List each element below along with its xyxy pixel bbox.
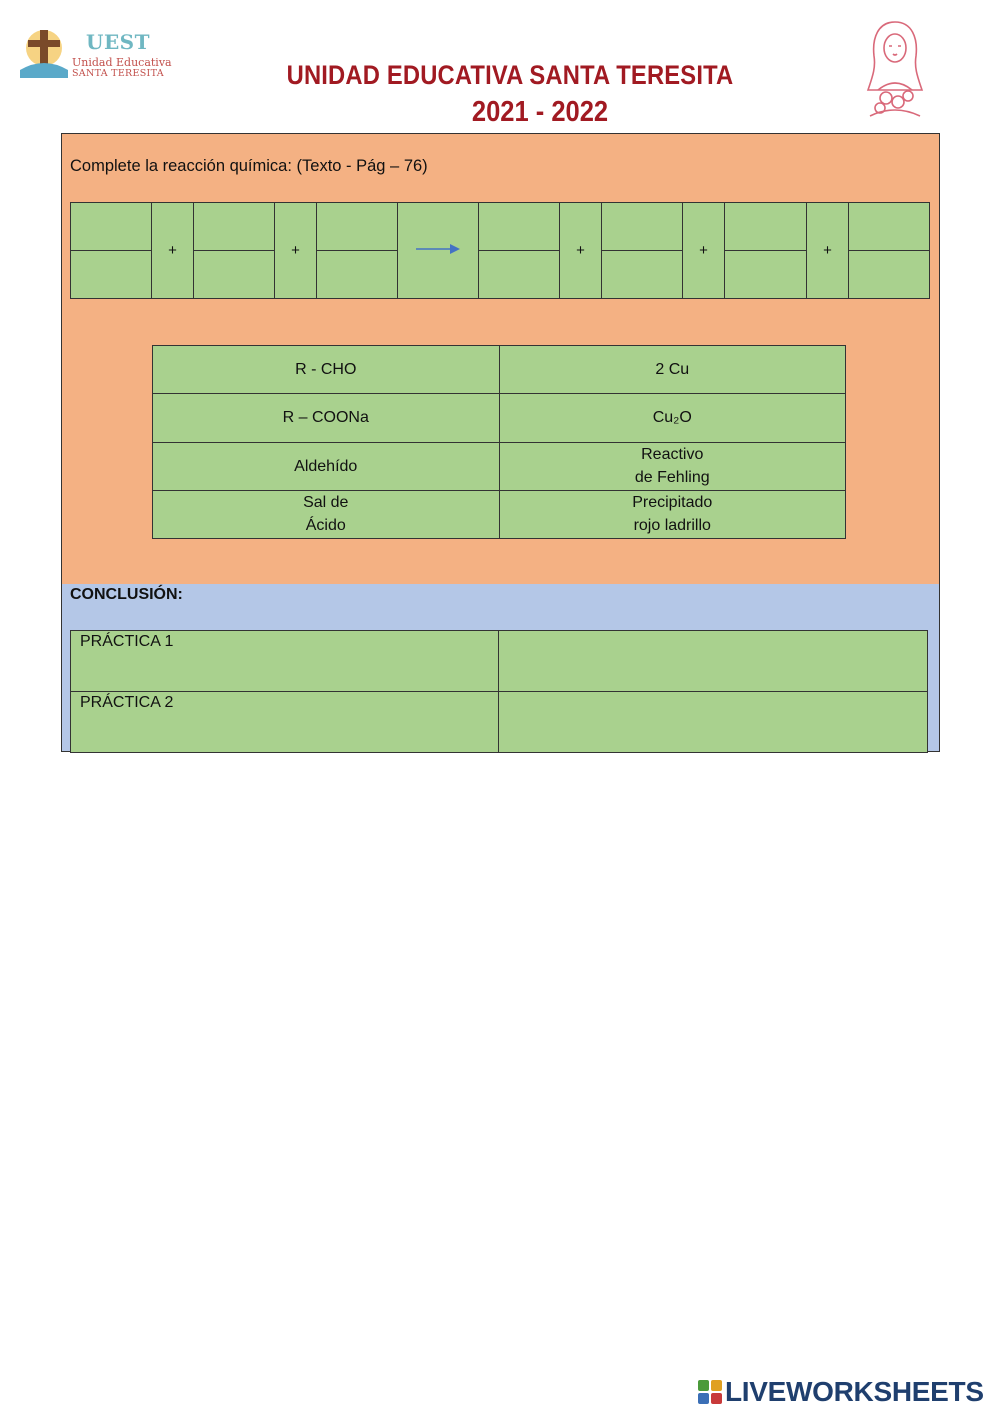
school-year: 2021 - 2022	[471, 96, 609, 128]
reactant-2-slot[interactable]	[194, 203, 275, 251]
practice-2-answer[interactable]	[499, 692, 928, 753]
option-item[interactable]: Cu₂O	[499, 394, 846, 442]
saint-portrait-icon	[858, 16, 932, 118]
logo-subtitle: Unidad Educativa	[72, 56, 172, 69]
table-row	[71, 631, 928, 692]
options-table	[152, 345, 846, 539]
reaction-arrow-cell	[398, 203, 479, 299]
practice-table	[70, 630, 928, 753]
product-1-slot-lower[interactable]	[479, 251, 560, 299]
practice-2-label: PRÁCTICA 2	[71, 692, 499, 753]
practice-1-label: PRÁCTICA 1	[71, 631, 499, 692]
logo-text: UEST	[86, 30, 151, 54]
plus-sign: +	[683, 203, 725, 299]
plus-sign: +	[152, 203, 194, 299]
liveworksheets-brand: LIVEWORKSHEETS	[725, 1376, 984, 1407]
reactant-1-slot-lower[interactable]	[71, 251, 152, 299]
school-title: UNIDAD EDUCATIVA SANTA TERESITA	[286, 60, 734, 90]
cross-logo-icon	[18, 26, 70, 82]
plus-sign: +	[275, 203, 317, 299]
reactant-3-slot[interactable]	[317, 203, 398, 251]
table-row	[71, 692, 928, 753]
product-2-slot-lower[interactable]	[602, 251, 683, 299]
product-4-slot-lower[interactable]	[849, 251, 930, 299]
product-3-slot-lower[interactable]	[725, 251, 807, 299]
plus-sign: +	[807, 203, 849, 299]
reactant-1-slot[interactable]	[71, 203, 152, 251]
conclusion-title: CONCLUSIÓN:	[70, 586, 183, 603]
reactant-3-slot-lower[interactable]	[317, 251, 398, 299]
plus-sign: +	[560, 203, 602, 299]
product-3-slot[interactable]	[725, 203, 807, 251]
option-item[interactable]: Reactivo de Fehling	[499, 442, 846, 490]
product-4-slot[interactable]	[849, 203, 930, 251]
option-item[interactable]: Precipitado rojo ladrillo	[499, 490, 846, 538]
option-item[interactable]: Sal de Ácido	[153, 490, 500, 538]
option-item[interactable]: R – COONa	[153, 394, 500, 442]
option-item[interactable]: Aldehído	[153, 442, 500, 490]
reactant-2-slot-lower[interactable]	[194, 251, 275, 299]
product-2-slot[interactable]	[602, 203, 683, 251]
liveworksheets-icon	[698, 1380, 722, 1404]
option-item[interactable]: 2 Cu	[499, 346, 846, 394]
practice-1-answer[interactable]	[499, 631, 928, 692]
option-item[interactable]: R - CHO	[153, 346, 500, 394]
instruction-text: Complete la reacción química: (Texto - Pág – 76)	[70, 157, 428, 175]
school-logo	[18, 22, 178, 86]
logo-subtitle-2: SANTA TERESITA	[72, 68, 164, 79]
reaction-arrow-icon	[414, 243, 462, 255]
reaction-grid	[70, 202, 930, 299]
product-1-slot[interactable]	[479, 203, 560, 251]
